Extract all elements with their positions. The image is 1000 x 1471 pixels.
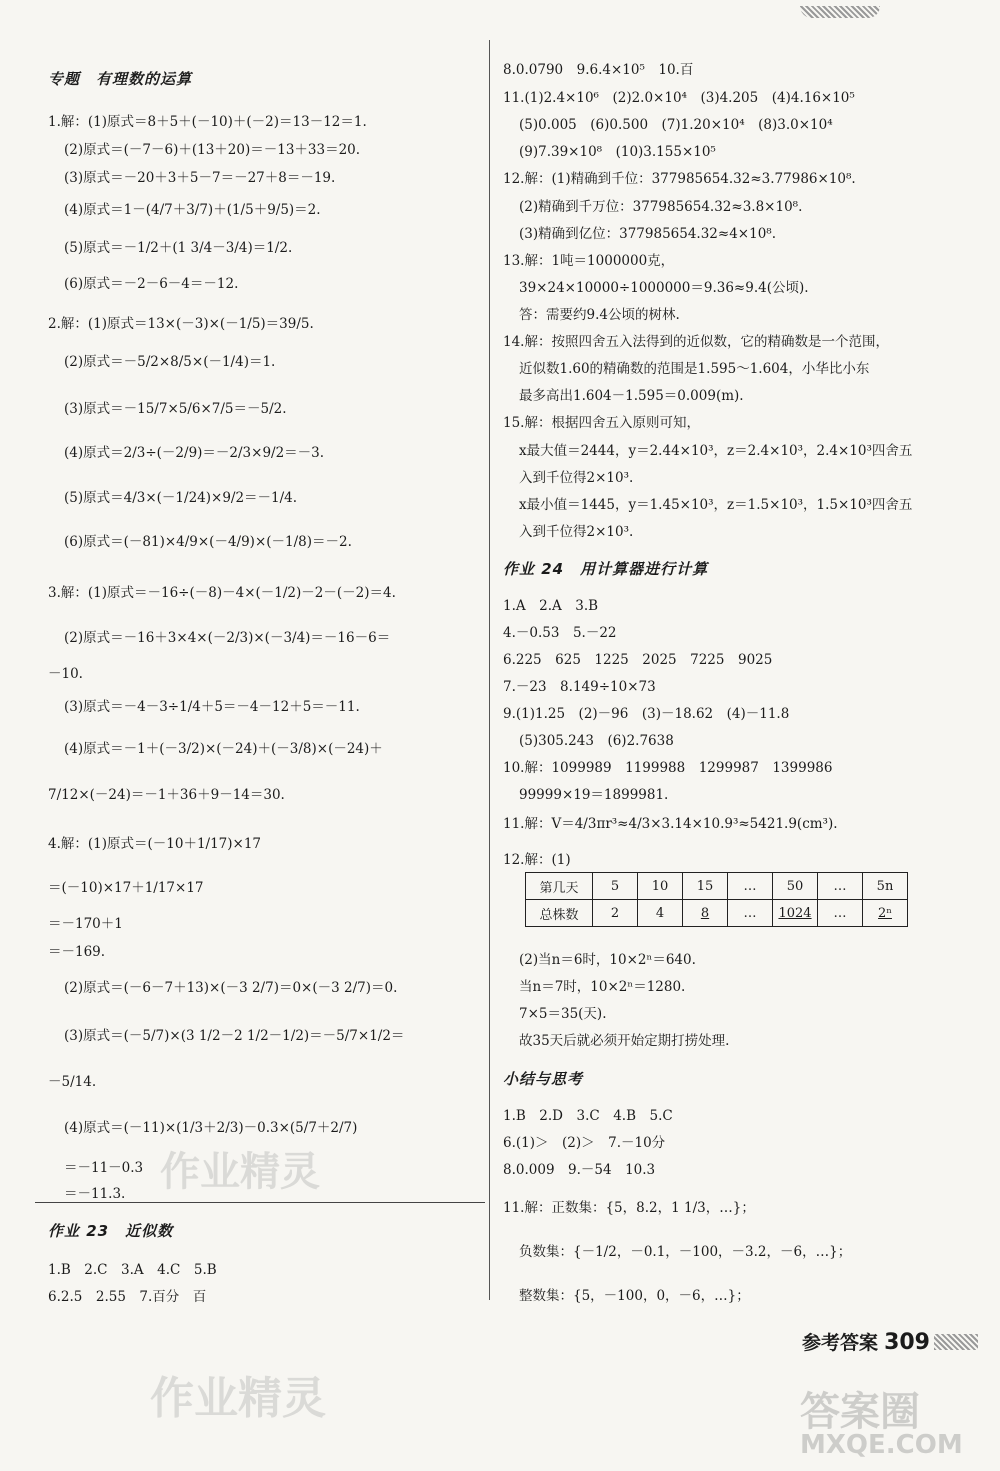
answer-line: 1.A 2.A 3.B [503, 598, 599, 614]
answer-line: (2)原式＝－16＋3×4×(－2/3)×(－3/4)＝－16－6＝ [64, 630, 391, 646]
answer-line: (2)当n＝6时，10×2ⁿ＝640. [519, 952, 696, 968]
table-row-header: 总株数 [526, 900, 593, 927]
answer-line: (2)原式＝(－7－6)＋(13＋20)＝－13＋33＝20. [64, 142, 361, 158]
table-cell: 10 [638, 873, 683, 900]
answer-line: 6.(1)＞ (2)＞ 7.－10分 [503, 1135, 666, 1151]
answer-line: (3)原式＝(－5/7)×(3 1/2－2 1/2－1/2)＝－5/7×1/2＝ [64, 1028, 405, 1044]
answer-line: ＝－11.3. [64, 1186, 126, 1202]
answer-line: (5)0.005 (6)0.500 (7)1.20×10⁴ (8)3.0×10⁴ [519, 117, 833, 133]
answer-line: 6.225 625 1225 2025 7225 9025 [503, 652, 773, 668]
top-decoration [800, 6, 880, 18]
answer-line: (4)原式＝－1＋(－3/2)×(－24)＋(－3/8)×(－24)＋ [64, 741, 383, 757]
table-row [526, 873, 908, 900]
answer-line: 答：需要约9.4公顷的树林. [519, 307, 680, 323]
answer-line: 99999×19＝1899981. [519, 787, 669, 803]
answer-line: 1.B 2.D 3.C 4.B 5.C [503, 1108, 673, 1124]
answer-line: 8.0.0790 9.6.4×10⁵ 10.百 [503, 62, 694, 78]
answer-line: ＝(－10)×17＋1/17×17 [48, 880, 204, 896]
answer-line: 7/12×(－24)＝－1＋36＋9－14＝30. [48, 787, 285, 803]
answer-line: 10.解：1099989 1199988 1299987 1399986 [503, 760, 833, 776]
answer-line: (3)原式＝－20＋3＋5－7＝－27＋8＝－19. [64, 170, 336, 186]
table-cell: 50 [773, 873, 818, 900]
watermark-logo: 答案圈 [800, 1389, 920, 1435]
table-row [526, 900, 908, 927]
table-cell: 15 [683, 873, 728, 900]
answer-line: (5)305.243 (6)2.7638 [519, 733, 674, 749]
answer-line: 14.解：按照四舍五入法得到的近似数，它的精确数是一个范围， [503, 334, 889, 350]
answer-line: 8.0.009 9.－54 10.3 [503, 1162, 656, 1178]
footer-decoration [934, 1334, 978, 1350]
answer-line: 整数集：{5，－100，0，－6，…}； [519, 1288, 750, 1304]
answer-line: (3)精确到亿位：377985654.32≈4×10⁸. [519, 226, 776, 242]
answer-line: －5/14. [48, 1074, 97, 1090]
answer-line: 39×24×10000÷1000000＝9.36≈9.4(公顷). [519, 280, 809, 296]
answer-line: 故35天后就必须开始定期打捞处理. [519, 1033, 730, 1049]
page-footer [802, 1328, 930, 1355]
answer-line: 入到千位得2×10³. [519, 470, 634, 486]
table-cell: 8 [683, 900, 728, 927]
answer-line: 1.解：(1)原式＝8＋5＋(－10)＋(－2)＝13－12＝1. [48, 114, 367, 130]
answer-line: 11.解：V＝4/3πr³≈4/3×3.14×10.9³≈5421.9(cm³). [503, 816, 838, 832]
answer-line: (9)7.39×10⁸ (10)3.155×10⁵ [519, 144, 716, 160]
answer-line: 13.解：1吨＝1000000克， [503, 253, 675, 269]
answer-line: 4.解：(1)原式＝(－10＋1/17)×17 [48, 836, 262, 852]
answer-line: (3)原式＝－4－3÷1/4＋5＝－4－12＋5＝－11. [64, 699, 360, 715]
answer-line: 6.2.5 2.55 7.百分 百 [48, 1289, 207, 1305]
answer-line: 11.解：正数集：{5，8.2，1 1/3，…}； [503, 1200, 755, 1216]
answer-line: 入到千位得2×10³. [519, 524, 634, 540]
answer-line: (2)原式＝(－6－7＋13)×(－3 2/7)＝0×(－3 2/7)＝0. [64, 980, 398, 996]
table-cell: 2ⁿ [863, 900, 908, 927]
growth-table [525, 872, 908, 927]
answer-line: ＝－11－0.3 [64, 1160, 144, 1176]
answer-line: 当n＝7时，10×2ⁿ＝1280. [519, 979, 686, 995]
answer-line: －10. [48, 666, 83, 682]
answer-line: (5)原式＝－1/2＋(1 3/4－3/4)＝1/2. [64, 240, 293, 256]
table-cell: … [818, 900, 863, 927]
table-cell: … [818, 873, 863, 900]
answer-line: 7.－23 8.149÷10×73 [503, 679, 656, 695]
answer-line: (2)精确到千万位：377985654.32≈3.8×10⁸. [519, 199, 803, 215]
table-row-header: 第几天 [526, 873, 593, 900]
table-cell: 5n [863, 873, 908, 900]
answer-line: (6)原式＝(－81)×4/9×(－4/9)×(－1/8)＝－2. [64, 534, 352, 550]
table-cell: … [728, 900, 773, 927]
section-heading: 专题 有理数的运算 [48, 70, 193, 88]
answer-line: 最多高出1.604－1.595＝0.009(m). [519, 388, 744, 404]
answer-line: 负数集：{－1/2，－0.1，－100，－3.2，－6，…}； [519, 1244, 852, 1260]
answer-line: x最大值＝2444，y＝2.44×10³，z＝2.4×10³，2.4×10³四舍五 [519, 443, 913, 459]
table-cell: 4 [638, 900, 683, 927]
answer-line: 近似数1.60的精确数的范围是1.595～1.604，小华比小东 [519, 361, 870, 377]
answer-line: 1.B 2.C 3.A 4.C 5.B [48, 1262, 217, 1278]
answer-line: 3.解：(1)原式＝－16÷(－8)－4×(－1/2)－2－(－2)＝4. [48, 585, 396, 601]
answer-line: 15.解：根据四舍五入原则可知， [503, 415, 700, 431]
answer-line: (4)原式＝(－11)×(1/3＋2/3)－0.3×(5/7＋2/7) [64, 1120, 358, 1136]
section-heading: 小结与思考 [503, 1070, 584, 1088]
answer-line: x最小值＝1445，y＝1.45×10³，z＝1.5×10³，1.5×10³四舍五 [519, 497, 913, 513]
answer-line: 11.(1)2.4×10⁶ (2)2.0×10⁴ (3)4.205 (4)4.16×10⁵ [503, 90, 855, 106]
answer-line: (4)原式＝1－(4/7＋3/7)＋(1/5＋9/5)＝2. [64, 202, 321, 218]
watermark-url: MXQE.COM [800, 1430, 963, 1460]
table-cell: 5 [593, 873, 638, 900]
page-number: 309 [884, 1330, 930, 1355]
answer-line: 4.－0.53 5.－22 [503, 625, 617, 641]
section-heading: 作业 24 用计算器进行计算 [503, 560, 709, 578]
table-cell: 2 [593, 900, 638, 927]
section-rule [35, 1202, 485, 1203]
answer-line: (3)原式＝－15/7×5/6×7/5＝－5/2. [64, 401, 287, 417]
column-divider [489, 40, 490, 1300]
answer-line: (6)原式＝－2－6－4＝－12. [64, 276, 239, 292]
answer-line: 7×5＝35(天). [519, 1006, 607, 1022]
footer-label: 参考答案 [802, 1332, 879, 1354]
table-cell: … [728, 873, 773, 900]
answer-line: 2.解：(1)原式＝13×(－3)×(－1/5)＝39/5. [48, 316, 314, 332]
answer-line: 9.(1)1.25 (2)－96 (3)－18.62 (4)－11.8 [503, 706, 790, 722]
answer-line: (5)原式＝4/3×(－1/24)×9/2＝－1/4. [64, 490, 298, 506]
answer-line: (2)原式＝－5/2×8/5×(－1/4)＝1. [64, 354, 276, 370]
answer-line: 12.解：(1) [503, 852, 571, 868]
answer-line: ＝－169. [48, 944, 106, 960]
answer-line: ＝－170＋1 [48, 916, 123, 932]
answer-line: 12.解：(1)精确到千位：377985654.32≈3.77986×10⁸. [503, 171, 856, 187]
table-cell: 1024 [773, 900, 818, 927]
answer-line: (4)原式＝2/3÷(－2/9)＝－2/3×9/2＝－3. [64, 445, 325, 461]
section-heading: 作业 23 近似数 [48, 1222, 174, 1240]
watermark: 作业精灵 [160, 1149, 320, 1195]
watermark: 作业精灵 [150, 1373, 326, 1424]
